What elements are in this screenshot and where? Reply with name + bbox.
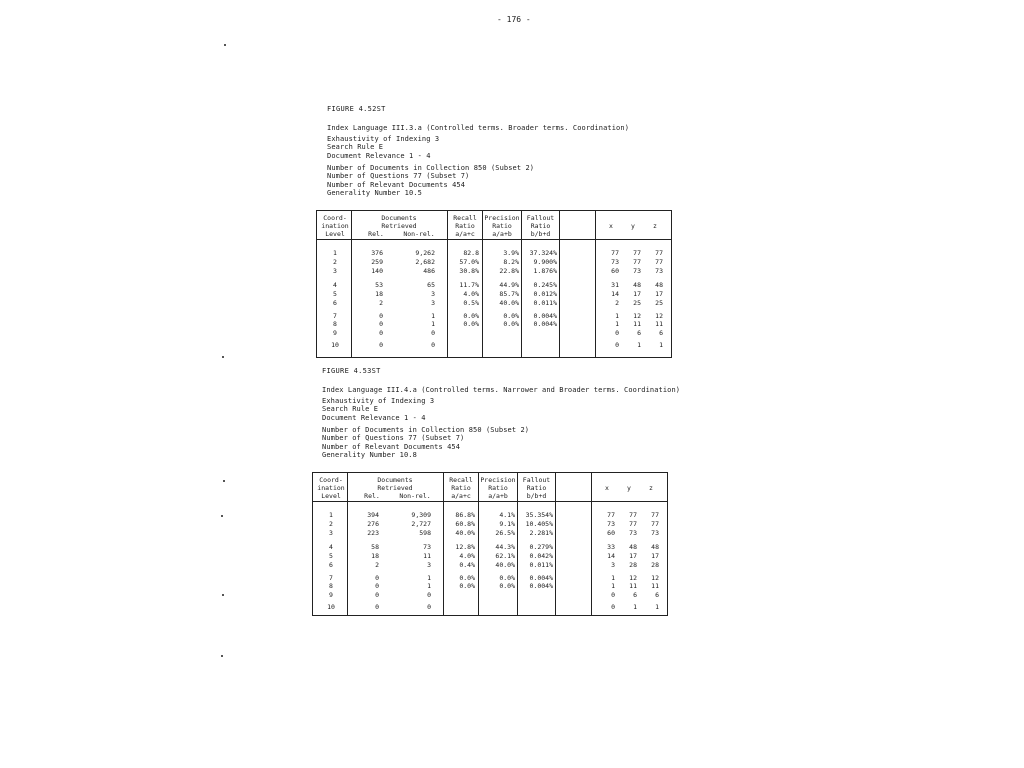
figure-num-documents: Number of Documents in Collection 850 (Subset 2)	[327, 164, 535, 172]
cell-non-relevant: 0	[431, 329, 435, 337]
cell-level: 9	[329, 591, 333, 599]
cell-z: 6	[659, 329, 663, 337]
cell-relevant: 376	[371, 249, 383, 257]
figure-exhaustivity: Exhaustivity of Indexing 3	[322, 397, 435, 405]
cell-relevant: 0	[379, 341, 383, 349]
cell-x: 2	[615, 299, 619, 307]
cell-z: 1	[655, 603, 659, 611]
cell-z: 17	[651, 552, 659, 560]
cell-x: 1	[611, 582, 615, 590]
figure-document-relevance: Document Relevance 1 - 4	[322, 414, 426, 422]
header-recall-ratio: a/a+c	[451, 492, 471, 500]
cell-level: 7	[329, 574, 333, 582]
cell-non-relevant: 73	[423, 543, 431, 551]
figure-num-questions: Number of Questions 77 (Subset 7)	[322, 434, 465, 442]
figure-generality: Generality Number 10.5	[327, 189, 422, 197]
header-precision-ratio: Ratio	[492, 222, 512, 230]
cell-x: 1	[611, 574, 615, 582]
cell-fallout: 0.012%	[533, 290, 557, 298]
cell-z: 12	[651, 574, 659, 582]
header-fallout-ratio: b/b+d	[530, 230, 551, 238]
table-column-rule	[595, 211, 596, 357]
cell-fallout: 37.324%	[529, 249, 557, 257]
cell-non-relevant: 11	[423, 552, 431, 560]
cell-fallout: 0.004%	[533, 312, 557, 320]
cell-non-relevant: 1	[431, 320, 435, 328]
margin-speck	[221, 515, 223, 517]
cell-non-relevant: 3	[427, 561, 431, 569]
table-column-rule	[591, 473, 592, 615]
cell-x: 0	[615, 341, 619, 349]
header-coordination-level: Coord-	[319, 476, 343, 484]
figure-num-relevant: Number of Relevant Documents 454	[327, 181, 466, 189]
results-table	[316, 210, 672, 358]
cell-fallout: 0.011%	[533, 299, 557, 307]
header-fallout-ratio: Ratio	[526, 484, 547, 492]
cell-y: 48	[629, 543, 637, 551]
cell-z: 73	[651, 529, 659, 537]
header-non-relevant: Non-rel.	[403, 230, 435, 238]
cell-relevant: 394	[367, 511, 379, 519]
page-number: - 176 -	[497, 15, 531, 24]
cell-relevant: 0	[379, 329, 383, 337]
cell-x: 33	[607, 543, 615, 551]
cell-recall: 4.0%	[459, 552, 475, 560]
figure-index-language: Index Language III.3.a (Controlled terms. Broader terms. Coordination)	[327, 124, 630, 132]
cell-fallout: 35.354%	[525, 511, 553, 519]
cell-precision: 44.9%	[499, 281, 519, 289]
cell-x: 60	[607, 529, 615, 537]
table-column-rule	[347, 473, 348, 615]
cell-level: 5	[333, 290, 337, 298]
cell-fallout: 0.245%	[533, 281, 557, 289]
cell-fallout: 0.042%	[529, 552, 553, 560]
cell-x: 73	[611, 258, 619, 266]
cell-non-relevant: 2,727	[411, 520, 431, 528]
cell-precision: 0.0%	[503, 320, 519, 328]
cell-level: 9	[333, 329, 337, 337]
cell-recall: 0.0%	[463, 312, 479, 320]
cell-x: 1	[615, 320, 619, 328]
header-fallout-ratio: Fallout	[526, 214, 555, 222]
header-coordination-level: Level	[321, 492, 341, 500]
figure-index-language: Index Language III.4.a (Controlled terms. Narrower and Broader terms. Coordination)	[322, 386, 681, 394]
header-recall-ratio: Ratio	[451, 484, 471, 492]
cell-x: 14	[607, 552, 615, 560]
figure-num-relevant: Number of Relevant Documents 454	[322, 443, 461, 451]
figure-search-rule: Search Rule E	[322, 405, 379, 413]
figure-generality: Generality Number 10.8	[322, 451, 417, 459]
cell-non-relevant: 598	[419, 529, 431, 537]
cell-fallout: 2.281%	[529, 529, 553, 537]
cell-z: 77	[651, 520, 659, 528]
header-recall-ratio: Recall	[449, 476, 473, 484]
header-coordination-level: Level	[325, 230, 345, 238]
header-precision-ratio: Ratio	[488, 484, 508, 492]
figure-exhaustivity: Exhaustivity of Indexing 3	[327, 135, 440, 143]
cell-y: 48	[633, 281, 641, 289]
cell-y: 73	[633, 267, 641, 275]
header-fallout-ratio: Fallout	[522, 476, 551, 484]
cell-relevant: 18	[371, 552, 379, 560]
cell-fallout: 1.876%	[533, 267, 557, 275]
header-recall-ratio: a/a+c	[455, 230, 475, 238]
cell-relevant: 2	[379, 299, 383, 307]
cell-y: 25	[633, 299, 641, 307]
figure-search-rule: Search Rule E	[327, 143, 384, 151]
cell-fallout: 9.900%	[533, 258, 557, 266]
cell-non-relevant: 1	[431, 312, 435, 320]
cell-non-relevant: 3	[431, 299, 435, 307]
cell-level: 1	[329, 511, 333, 519]
header-z: z	[649, 484, 653, 492]
cell-non-relevant: 9,309	[411, 511, 431, 519]
cell-z: 48	[651, 543, 659, 551]
cell-precision: 0.0%	[499, 582, 515, 590]
cell-recall: 11.7%	[459, 281, 479, 289]
header-coordination-level: ination	[321, 222, 349, 230]
header-documents-retrieved: Documents	[377, 476, 413, 484]
cell-precision: 8.2%	[503, 258, 519, 266]
cell-fallout: 0.004%	[529, 574, 553, 582]
cell-y: 1	[637, 341, 641, 349]
cell-x: 1	[615, 312, 619, 320]
cell-relevant: 0	[375, 591, 379, 599]
cell-precision: 0.0%	[503, 312, 519, 320]
figure-num-documents: Number of Documents in Collection 850 (Subset 2)	[322, 426, 530, 434]
cell-y: 77	[633, 249, 641, 257]
cell-x: 14	[611, 290, 619, 298]
cell-precision: 22.8%	[499, 267, 519, 275]
cell-non-relevant: 9,262	[415, 249, 435, 257]
cell-level: 8	[329, 582, 333, 590]
cell-level: 2	[333, 258, 337, 266]
cell-level: 2	[329, 520, 333, 528]
header-y: y	[631, 222, 635, 230]
cell-recall: 0.4%	[459, 561, 475, 569]
cell-precision: 4.1%	[499, 511, 515, 519]
cell-relevant: 259	[371, 258, 383, 266]
cell-z: 12	[655, 312, 663, 320]
cell-fallout: 0.011%	[529, 561, 553, 569]
header-coordination-level: ination	[317, 484, 345, 492]
cell-level: 10	[331, 341, 339, 349]
cell-y: 6	[637, 329, 641, 337]
cell-relevant: 0	[375, 574, 379, 582]
cell-precision: 9.1%	[499, 520, 515, 528]
cell-relevant: 140	[371, 267, 383, 275]
header-coordination-level: Coord-	[323, 214, 347, 222]
cell-precision: 40.0%	[499, 299, 519, 307]
cell-level: 8	[333, 320, 337, 328]
cell-non-relevant: 1	[427, 582, 431, 590]
table-column-rule	[555, 473, 556, 615]
cell-relevant: 0	[379, 312, 383, 320]
margin-speck	[222, 356, 224, 358]
figure-title: FIGURE 4.52ST	[327, 105, 386, 113]
cell-recall: 86.8%	[455, 511, 475, 519]
cell-relevant: 0	[379, 320, 383, 328]
cell-fallout: 0.279%	[529, 543, 553, 551]
cell-recall: 4.0%	[463, 290, 479, 298]
table-header-rule	[317, 239, 671, 240]
cell-x: 0	[611, 603, 615, 611]
cell-level: 10	[327, 603, 335, 611]
cell-y: 73	[629, 529, 637, 537]
cell-y: 12	[633, 312, 641, 320]
header-fallout-ratio: b/b+d	[526, 492, 547, 500]
cell-recall: 0.0%	[463, 320, 479, 328]
cell-precision: 85.7%	[499, 290, 519, 298]
cell-non-relevant: 2,682	[415, 258, 435, 266]
cell-z: 73	[655, 267, 663, 275]
header-y: y	[627, 484, 631, 492]
cell-level: 3	[329, 529, 333, 537]
cell-y: 17	[629, 552, 637, 560]
header-precision-ratio: a/a+b	[488, 492, 508, 500]
table-column-rule	[559, 211, 560, 357]
cell-level: 6	[333, 299, 337, 307]
cell-relevant: 53	[375, 281, 383, 289]
cell-relevant: 223	[367, 529, 379, 537]
header-x: x	[605, 484, 609, 492]
margin-speck	[222, 594, 224, 596]
cell-y: 11	[633, 320, 641, 328]
cell-y: 77	[629, 520, 637, 528]
cell-fallout: 0.004%	[533, 320, 557, 328]
figure-title: FIGURE 4.53ST	[322, 367, 381, 375]
header-documents-retrieved: Retrieved	[377, 484, 413, 492]
header-z: z	[653, 222, 657, 230]
cell-non-relevant: 0	[427, 591, 431, 599]
cell-level: 4	[329, 543, 333, 551]
margin-speck	[224, 44, 226, 46]
header-documents-retrieved: Documents	[381, 214, 417, 222]
cell-recall: 0.0%	[459, 574, 475, 582]
header-recall-ratio: Ratio	[455, 222, 475, 230]
cell-recall: 82.8	[463, 249, 479, 257]
header-non-relevant: Non-rel.	[399, 492, 431, 500]
cell-x: 31	[611, 281, 619, 289]
cell-relevant: 276	[367, 520, 379, 528]
cell-z: 6	[655, 591, 659, 599]
cell-recall: 60.8%	[455, 520, 475, 528]
results-table	[312, 472, 668, 616]
cell-z: 77	[655, 258, 663, 266]
cell-non-relevant: 0	[431, 341, 435, 349]
cell-z: 77	[655, 249, 663, 257]
cell-precision: 26.5%	[495, 529, 515, 537]
cell-level: 7	[333, 312, 337, 320]
cell-relevant: 58	[371, 543, 379, 551]
cell-non-relevant: 486	[423, 267, 435, 275]
cell-recall: 12.8%	[455, 543, 475, 551]
cell-level: 1	[333, 249, 337, 257]
cell-recall: 0.0%	[459, 582, 475, 590]
cell-relevant: 2	[375, 561, 379, 569]
cell-y: 17	[633, 290, 641, 298]
header-recall-ratio: Recall	[453, 214, 477, 222]
margin-speck	[221, 655, 223, 657]
cell-z: 25	[655, 299, 663, 307]
cell-non-relevant: 65	[427, 281, 435, 289]
cell-recall: 0.5%	[463, 299, 479, 307]
cell-x: 0	[611, 591, 615, 599]
cell-x: 0	[615, 329, 619, 337]
cell-recall: 57.0%	[459, 258, 479, 266]
cell-y: 77	[633, 258, 641, 266]
cell-level: 6	[329, 561, 333, 569]
cell-precision: 44.3%	[495, 543, 515, 551]
header-x: x	[609, 222, 613, 230]
header-precision-ratio: Precision	[484, 214, 520, 222]
cell-relevant: 0	[375, 582, 379, 590]
cell-precision: 3.9%	[503, 249, 519, 257]
cell-level: 3	[333, 267, 337, 275]
cell-fallout: 10.405%	[525, 520, 553, 528]
table-column-rule	[351, 211, 352, 357]
cell-x: 77	[607, 511, 615, 519]
cell-z: 1	[659, 341, 663, 349]
cell-non-relevant: 1	[427, 574, 431, 582]
header-documents-retrieved: Retrieved	[381, 222, 417, 230]
cell-y: 6	[633, 591, 637, 599]
header-precision-ratio: Precision	[480, 476, 516, 484]
figure-num-questions: Number of Questions 77 (Subset 7)	[327, 172, 470, 180]
cell-non-relevant: 0	[427, 603, 431, 611]
cell-y: 28	[629, 561, 637, 569]
cell-z: 11	[651, 582, 659, 590]
cell-x: 73	[607, 520, 615, 528]
cell-recall: 40.0%	[455, 529, 475, 537]
cell-relevant: 0	[375, 603, 379, 611]
cell-z: 17	[655, 290, 663, 298]
figure-document-relevance: Document Relevance 1 - 4	[327, 152, 431, 160]
cell-y: 77	[629, 511, 637, 519]
cell-recall: 30.8%	[459, 267, 479, 275]
margin-speck	[223, 480, 225, 482]
cell-precision: 0.0%	[499, 574, 515, 582]
cell-level: 5	[329, 552, 333, 560]
cell-z: 77	[651, 511, 659, 519]
cell-y: 12	[629, 574, 637, 582]
cell-precision: 40.0%	[495, 561, 515, 569]
cell-y: 1	[633, 603, 637, 611]
cell-x: 77	[611, 249, 619, 257]
cell-precision: 62.1%	[495, 552, 515, 560]
cell-relevant: 18	[375, 290, 383, 298]
cell-y: 11	[629, 582, 637, 590]
cell-x: 3	[611, 561, 615, 569]
cell-fallout: 0.004%	[529, 582, 553, 590]
cell-z: 28	[651, 561, 659, 569]
header-relevant: Rel.	[368, 230, 384, 238]
cell-z: 48	[655, 281, 663, 289]
table-header-rule	[313, 501, 667, 502]
cell-x: 60	[611, 267, 619, 275]
cell-non-relevant: 3	[431, 290, 435, 298]
header-fallout-ratio: Ratio	[530, 222, 551, 230]
cell-level: 4	[333, 281, 337, 289]
header-relevant: Rel.	[364, 492, 380, 500]
header-precision-ratio: a/a+b	[492, 230, 512, 238]
cell-z: 11	[655, 320, 663, 328]
